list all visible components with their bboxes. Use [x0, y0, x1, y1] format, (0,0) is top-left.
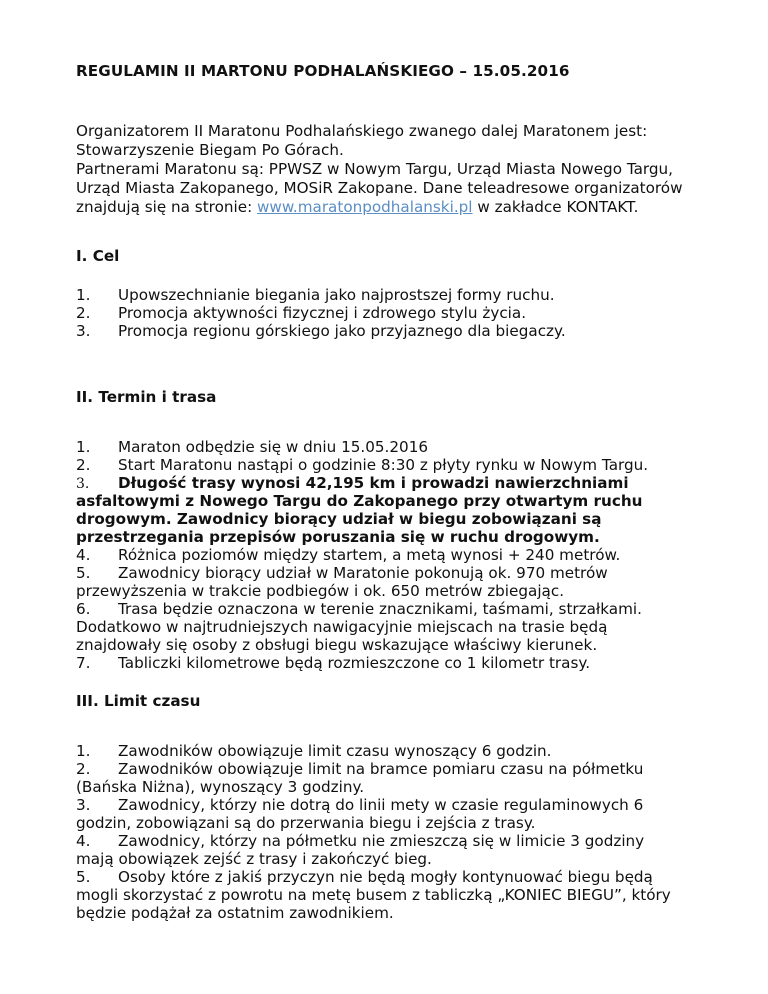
item-number: 7. — [76, 654, 91, 672]
item-text: Trasa będzie oznaczona w terenie znacznikami, taśmami, strzałkami. — [118, 600, 642, 618]
item-number: 2. — [76, 304, 91, 322]
item-text: Upowszechnianie biegania jako najprostszej formy ruchu. — [118, 286, 555, 304]
item-continuation: przewyższenia w trakcie podbiegów i ok. 650 metrów zbiegając. — [76, 582, 565, 600]
item-number: 1. — [76, 438, 91, 456]
intro-line: Stowarzyszenie Biegam Po Górach. — [76, 141, 344, 159]
item-number: 2. — [76, 456, 91, 474]
list-item — [76, 321, 566, 341]
item-text: Promocja regionu górskiego jako przyjaznego dla biegaczy. — [118, 322, 566, 340]
item-number: 1. — [76, 286, 91, 304]
item-text: Różnica poziomów między startem, a metą wynosi + 240 metrów. — [118, 546, 621, 564]
list-item — [76, 759, 643, 779]
item-text: Zawodników obowiązuje limit czasu wynoszący 6 godzin. — [118, 742, 552, 760]
item-number: 5. — [76, 564, 91, 582]
list-item — [76, 455, 648, 475]
item-number: 3. — [76, 796, 91, 814]
item-text: Długość trasy wynosi 42,195 km i prowadzi nawierzchniami — [118, 474, 629, 492]
intro-line: Organizatorem II Maratonu Podhalańskiego zwanego dalej Maratonem jest: — [76, 122, 648, 140]
item-text: Zawodnicy, którzy na półmetku nie zmieszczą się w limicie 3 godziny — [118, 832, 645, 850]
item-continuation: przestrzegania przepisów poruszania się w ruchu drogowym. — [76, 528, 600, 546]
list-item — [76, 285, 555, 305]
list-item — [76, 437, 428, 457]
item-text: Maraton odbędzie się w dniu 15.05.2016 — [118, 438, 429, 456]
item-text: Zawodnicy biorący udział w Maratonie pokonują ok. 970 metrów — [118, 564, 608, 582]
item-continuation: będzie podążał za ostatnim zawodnikiem. — [76, 904, 394, 922]
list-item — [76, 653, 590, 673]
intro-text: znajdują się na stronie: — [76, 198, 258, 216]
item-number: 1. — [76, 742, 91, 760]
item-text: Zawodników obowiązuje limit na bramce pomiaru czasu na półmetku — [118, 760, 644, 778]
item-continuation: drogowym. Zawodnicy biorący udział w biegu zobowiązani są — [76, 510, 602, 528]
item-continuation: mają obowiązek zejść z trasy i zakończyć bieg. — [76, 850, 432, 868]
intro-text: w zakładce KONTAKT. — [472, 198, 639, 216]
item-number: 5. — [76, 868, 91, 886]
list-item — [76, 795, 643, 815]
intro-line — [76, 197, 638, 217]
list-item — [76, 599, 642, 619]
list-item — [76, 831, 644, 851]
item-number: 4. — [76, 546, 91, 564]
item-continuation: Dodatkowo w najtrudniejszych nawigacyjnie miejscach na trasie będą — [76, 618, 608, 636]
website-link[interactable]: www.maratonpodhalanski.pl — [257, 198, 473, 216]
document-title: REGULAMIN II MARTONU PODHALAŃSKIEGO – 15.05.2016 — [76, 62, 570, 80]
list-item — [76, 563, 608, 583]
list-item — [76, 741, 552, 761]
item-continuation: godzin, zobowiązani są do przerwania biegu i zejścia z trasy. — [76, 814, 536, 832]
intro-line: Partnerami Maratonu są: PPWSZ w Nowym Targu, Urząd Miasta Nowego Targu, — [76, 160, 673, 178]
item-text: Promocja aktywności fizycznej i zdrowego stylu życia. — [118, 304, 527, 322]
item-text: Tabliczki kilometrowe będą rozmieszczone co 1 kilometr trasy. — [118, 654, 591, 672]
intro-line: Urząd Miasta Zakopanego, MOSiR Zakopane. Dane teleadresowe organizatorów — [76, 179, 683, 197]
item-continuation: znajdowały się osoby z obsługi biegu wskazujące właściwy kierunek. — [76, 636, 598, 654]
section-heading-cel: I. Cel — [76, 247, 120, 265]
item-number: 6. — [76, 600, 91, 618]
list-item — [76, 545, 620, 565]
item-number: 2. — [76, 760, 91, 778]
list-item — [76, 303, 526, 323]
section-heading-termin: II. Termin i trasa — [76, 388, 217, 406]
item-continuation: asfaltowymi z Nowego Targu do Zakopanego przy otwartym ruchu — [76, 492, 643, 510]
item-text: Start Maratonu nastąpi o godzinie 8:30 z płyty rynku w Nowym Targu. — [118, 456, 649, 474]
list-item — [76, 867, 653, 887]
item-continuation: (Bańska Niżna), wynoszący 3 godziny. — [76, 778, 365, 796]
item-number: 3. — [76, 322, 91, 340]
item-text: Osoby które z jakiś przyczyn nie będą mogły kontynuować biegu będą — [118, 868, 653, 886]
item-text: Zawodnicy, którzy nie dotrą do linii mety w czasie regulaminowych 6 — [118, 796, 644, 814]
item-number: 3. — [76, 476, 90, 492]
item-continuation: mogli skorzystać z powrotu na metę busem z tabliczką „KONIEC BIEGU”, który — [76, 886, 671, 904]
item-number: 4. — [76, 832, 91, 850]
section-heading-limit: III. Limit czasu — [76, 692, 201, 710]
